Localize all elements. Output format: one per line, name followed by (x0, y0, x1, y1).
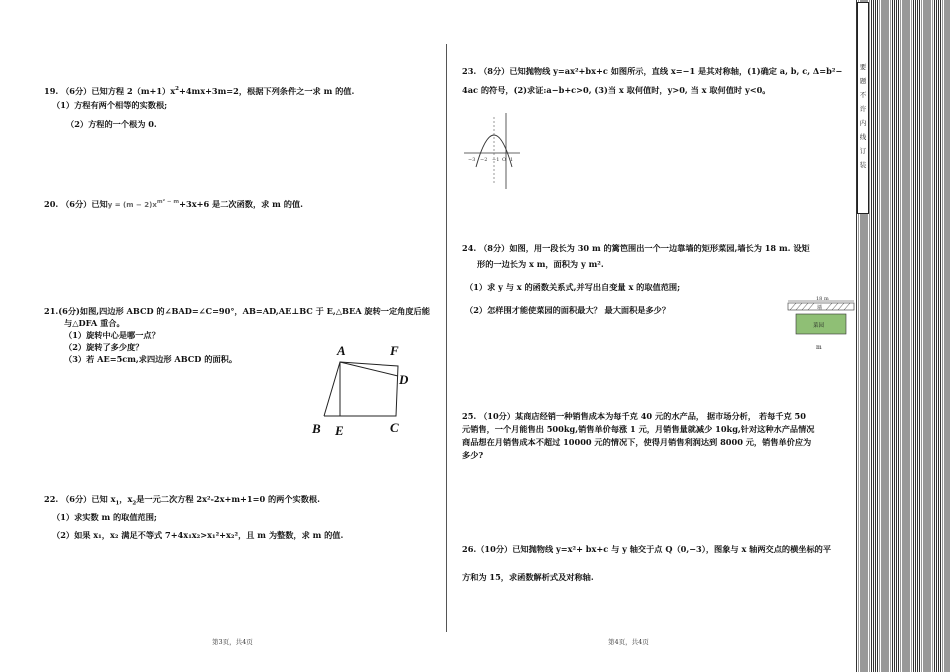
q22-sub-1: 1 (115, 500, 120, 507)
question-19 (44, 83, 354, 97)
q19-sub-1: （1）方程有两个相等的实数根; (52, 100, 168, 110)
q25-line-3: 商品想在月销售成本不超过 10000 元的情况下，使得月销售利润达到 8000 元，销售单价应为 (462, 437, 812, 447)
q24-fig-wall: 墙 (817, 305, 823, 311)
q21-label-f: F (390, 343, 399, 358)
q25-line-4: 多少? (462, 450, 484, 460)
q26-line-2: 方和为 15，求函数解析式及对称轴. (462, 572, 594, 582)
binding-strip (855, 0, 950, 672)
question-26: 26.（10分）已知抛物线 y=x²+ bx+c 与 y 轴交于点 Q（0,−3），图象与 x 轴两交点的横坐标的平 (462, 544, 832, 554)
q23-tick-neg1: −1 (492, 157, 500, 163)
question-22 (44, 493, 320, 510)
q21-square (340, 362, 398, 416)
q20-formula-base: y = (m − 2)x (107, 201, 157, 209)
q23-tick-neg3: −3 (468, 157, 476, 163)
q25-line-2: 元销售，一个月能售出 500kg,销售单价每涨 1 元，月销售量就减少 10kg,针对这种水产品情况 (462, 424, 815, 434)
q22-text-b: ，x (119, 494, 133, 504)
q22-sub-item-2: （2）如果 x₁，x₂ 满足不等式 7+4x₁x₂>x₁²+x₂²，且 m 为整数，求 m 的值. (52, 530, 344, 540)
q23-tick-1: 1 (510, 157, 514, 163)
question-23: 23. （8分）已知抛物线 y=ax²+bx+c 如图所示，直线 x=−1 是其对称轴，(1)确定 a, b, c, Δ=b²− (462, 66, 843, 76)
q21-label-c: C (390, 420, 399, 435)
q22-text-a: 22. （6分）已知 x (44, 494, 116, 504)
q20-formula-sup: m² − m (156, 199, 180, 205)
footer-page-4: 第4页，共4页 (608, 638, 649, 646)
q21-label-d: D (399, 372, 409, 387)
q21-sub-1: （1）旋转中心是哪一点？ (64, 330, 160, 340)
q21-label-a: A (337, 343, 346, 358)
q21-sub-2: （2）旋转了多少度？ (64, 342, 144, 352)
q22-text-c: 是一元二次方程 2x²-2x+m+1=0 的两个实数根. (136, 494, 320, 504)
q24-line-2: 形的一边长为 x m，面积为 y m². (477, 259, 604, 269)
q20-formula (108, 201, 179, 209)
page-divider (446, 44, 447, 632)
q21-figure (318, 350, 408, 430)
q21-sub-3: （3）若 AE=5cm,求四边形 ABCD 的面积。 (64, 354, 238, 364)
q20-text-a: 20. （6分）已知 (44, 199, 108, 209)
q23-tick-origin: O (502, 157, 507, 163)
q20-text-b: +3x+6 是二次函数，求 m 的值. (179, 199, 303, 209)
question-21: 21.(6分)如图,四边形 ABCD 的∠BAD=∠C=90°，AB=AD,AE⊥BC 于 E,△BEA 旋转一定角度后能 (44, 306, 430, 316)
q24-fig-garden: 菜园 (813, 323, 825, 329)
q24-figure (786, 294, 856, 352)
q21-segment-ab (324, 362, 340, 416)
q22-sub-item-1: （1）求实数 m 的取值范围; (52, 512, 157, 522)
q19-text-a: 19. （6分）已知方程 2（m+1）x (44, 86, 176, 96)
binding-warning-text: 要 题 不 许 内 线 订 装 (859, 63, 867, 169)
q22-sub-2: 2 (132, 500, 137, 507)
q19-text-b: +4mx+3m=2，根据下列条件之一求 m 的值. (178, 86, 355, 96)
q24-sub-2: （2）怎样围才能使菜园的面积最大？ 最大面积是多少？ (465, 305, 671, 315)
q24-fig-length: 18 m (816, 296, 829, 302)
q23-tick-neg2: −2 (480, 157, 488, 163)
q21-label-e: E (335, 423, 344, 438)
q21-label-b: B (312, 421, 321, 436)
q24-fig-unit: m (816, 344, 822, 351)
footer-page-3: 第3页，共4页 (212, 638, 253, 646)
q19-sup: 2 (175, 86, 179, 92)
q23-line-2: 4ac 的符号，(2)求证:a−b+c>0, (3)当 x 取何值时，y>0, 当 x 取何值时 y<0。 (462, 85, 771, 95)
q23-graph (462, 103, 522, 191)
q19-sub-2: （2）方程的一个根为 0. (66, 119, 157, 129)
question-25: 25. （10分）某商店经销一种销售成本为每千克 40 元的水产品， 据市场分析， 若每千克 50 (462, 411, 806, 421)
question-24: 24. （8分）如图，用一段长为 30 m 的篱笆围出一个一边靠墙的矩形菜园,墙长为 18 m. 设矩 (462, 243, 810, 253)
q21-line-2: 与△DFA 重合。 (64, 318, 125, 328)
question-20 (44, 196, 303, 211)
q24-sub-1: （1）求 y 与 x 的函数关系式,并写出自变量 x 的取值范围; (465, 282, 681, 292)
